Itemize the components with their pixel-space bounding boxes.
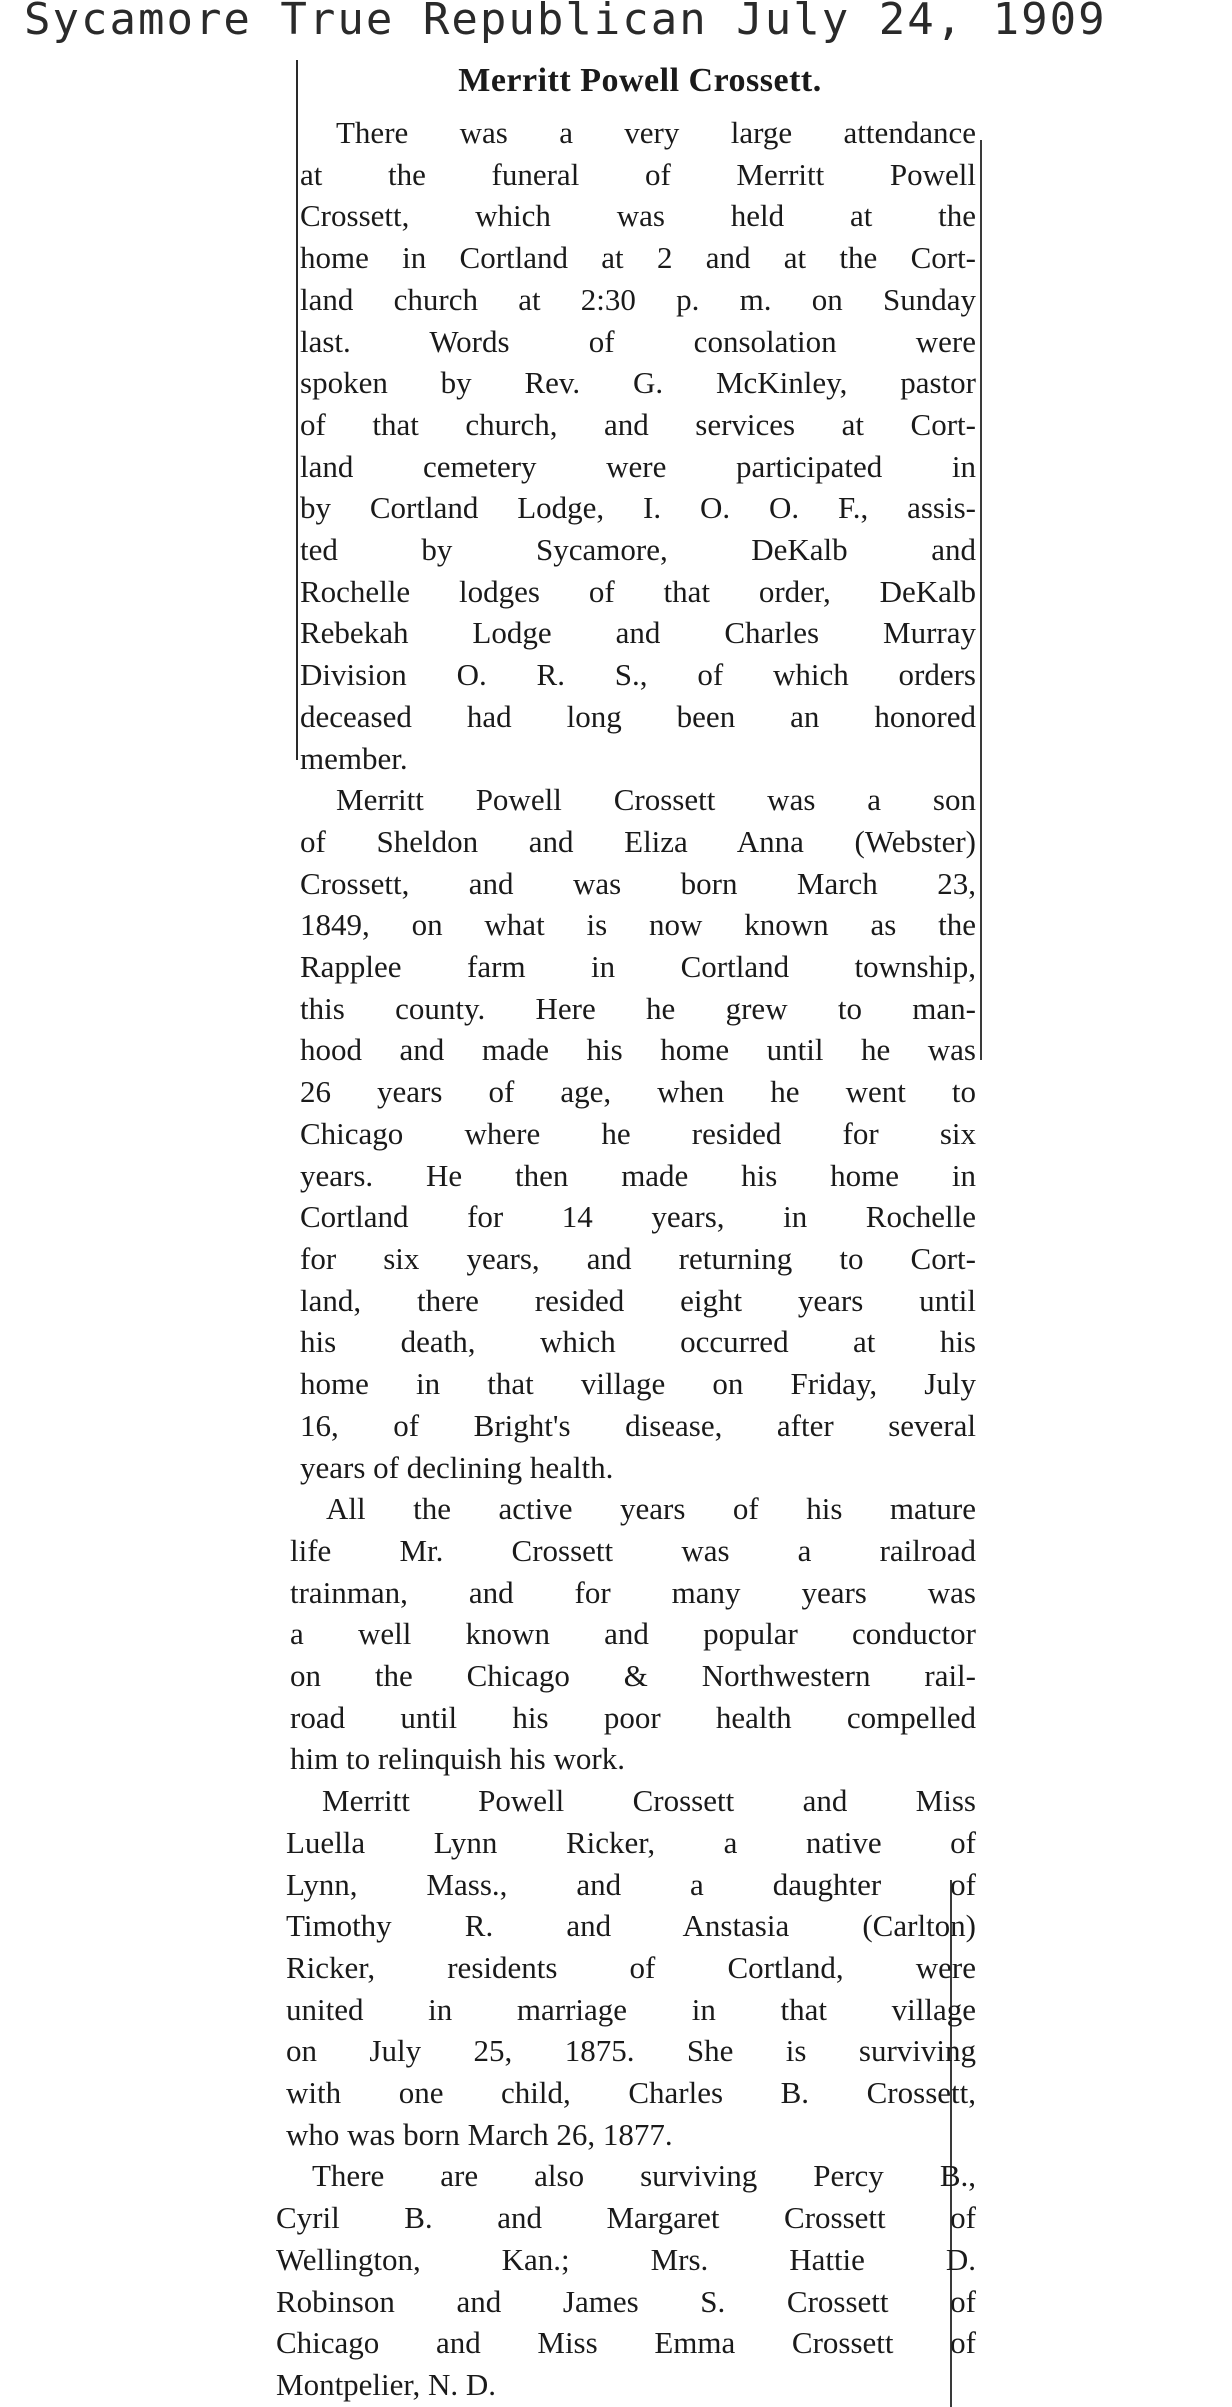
text-line: Merritt Powell Crossett was a son (336, 782, 976, 818)
text-line: united in marriage in that village (286, 1991, 976, 2027)
text-line: life Mr. Crossett was a railroad (290, 1532, 976, 1568)
text-line: for six years, and returning to Cort- (300, 1240, 976, 1276)
text-line: home in that village on Friday, July (300, 1366, 976, 1402)
text-line: Merritt Powell Crossett and Miss (322, 1783, 976, 1819)
text-line: his death, which occurred at his (300, 1324, 976, 1360)
text-line: Cortland for 14 years, in Rochelle (300, 1199, 976, 1235)
text-line: spoken by Rev. G. McKinley, pastor (300, 365, 976, 401)
text-line: this county. Here he grew to man- (300, 990, 976, 1026)
text-line: Rebekah Lodge and Charles Murray (300, 615, 976, 651)
text-line: land, there resided eight years until (300, 1282, 976, 1318)
text-line: him to relinquish his work. (290, 1741, 625, 1777)
text-line: land church at 2:30 p. m. on Sunday (300, 281, 976, 317)
source-note: Sycamore True Republican July 24, 1909 (24, 0, 1107, 45)
text-line: Ricker, residents of Cortland, were (286, 1949, 976, 1985)
text-line: Chicago and Miss Emma Crossett of (276, 2325, 976, 2361)
article-column (276, 112, 976, 2406)
text-line: years. He then made his home in (300, 1157, 976, 1193)
text-line: a well known and popular conductor (290, 1616, 976, 1652)
paragraph-3 (290, 1488, 976, 1780)
paragraph-5 (276, 2155, 976, 2405)
text-line: land cemetery were participated in (300, 448, 976, 484)
text-line: on July 25, 1875. She is surviving (286, 2033, 976, 2069)
paragraph-4 (286, 1780, 976, 2155)
text-line: Lynn, Mass., and a daughter of (286, 1866, 976, 1902)
text-line: Timothy R. and Anstasia (Carlton) (286, 1908, 976, 1944)
text-line: Wellington, Kan.; Mrs. Hattie D. (276, 2241, 976, 2277)
text-line: Crossett, and was born March 23, (300, 865, 976, 901)
text-line: 16, of Bright's disease, after several (300, 1407, 976, 1443)
text-line: Cyril B. and Margaret Crossett of (276, 2200, 976, 2236)
text-line: who was born March 26, 1877. (286, 2116, 673, 2152)
headline: Merritt Powell Crossett. (458, 62, 822, 99)
text-line: deceased had long been an honored (300, 698, 976, 734)
text-line: on the Chicago & Northwestern rail- (290, 1658, 976, 1694)
text-line: hood and made his home until he was (300, 1032, 976, 1068)
text-line: by Cortland Lodge, I. O. O. F., assis- (300, 490, 976, 526)
text-line: There was a very large attendance (336, 115, 976, 150)
text-line: Rapplee farm in Cortland township, (300, 949, 976, 985)
text-line: road until his poor health compelled (290, 1699, 976, 1735)
text-line: 26 years of age, when he went to (300, 1074, 976, 1110)
text-line: Luella Lynn Ricker, a native of (286, 1824, 976, 1860)
text-line: 1849, on what is now known as the (300, 907, 976, 943)
text-line: member. (300, 740, 408, 776)
paragraph-2 (300, 779, 976, 1488)
text-line: ted by Sycamore, DeKalb and (300, 532, 976, 568)
text-line: Crossett, which was held at the (300, 198, 976, 234)
text-line: Montpelier, N. D. (276, 2366, 497, 2402)
text-line: of that church, and services at Cort- (300, 406, 976, 442)
text-line: Rochelle lodges of that order, DeKalb (300, 573, 976, 609)
text-line: Chicago where he resided for six (300, 1115, 976, 1151)
text-line: There are also surviving Percy B., (312, 2158, 976, 2194)
text-line: years of declining health. (300, 1449, 614, 1485)
paragraph-1 (300, 112, 976, 779)
text-line: Division O. R. S., of which orders (300, 657, 976, 693)
text-line: home in Cortland at 2 and at the Cort- (300, 240, 976, 276)
text-line: trainman, and for many years was (290, 1574, 976, 1610)
text-line: of Sheldon and Eliza Anna (Webster) (300, 823, 976, 859)
column-rule-right (980, 140, 982, 1060)
text-line: with one child, Charles B. Crossett, (286, 2075, 976, 2111)
text-line: All the active years of his mature (326, 1491, 976, 1527)
text-line: at the funeral of Merritt Powell (300, 156, 976, 192)
text-line: last. Words of consolation were (300, 323, 976, 359)
text-line: Robinson and James S. Crossett of (276, 2283, 976, 2319)
